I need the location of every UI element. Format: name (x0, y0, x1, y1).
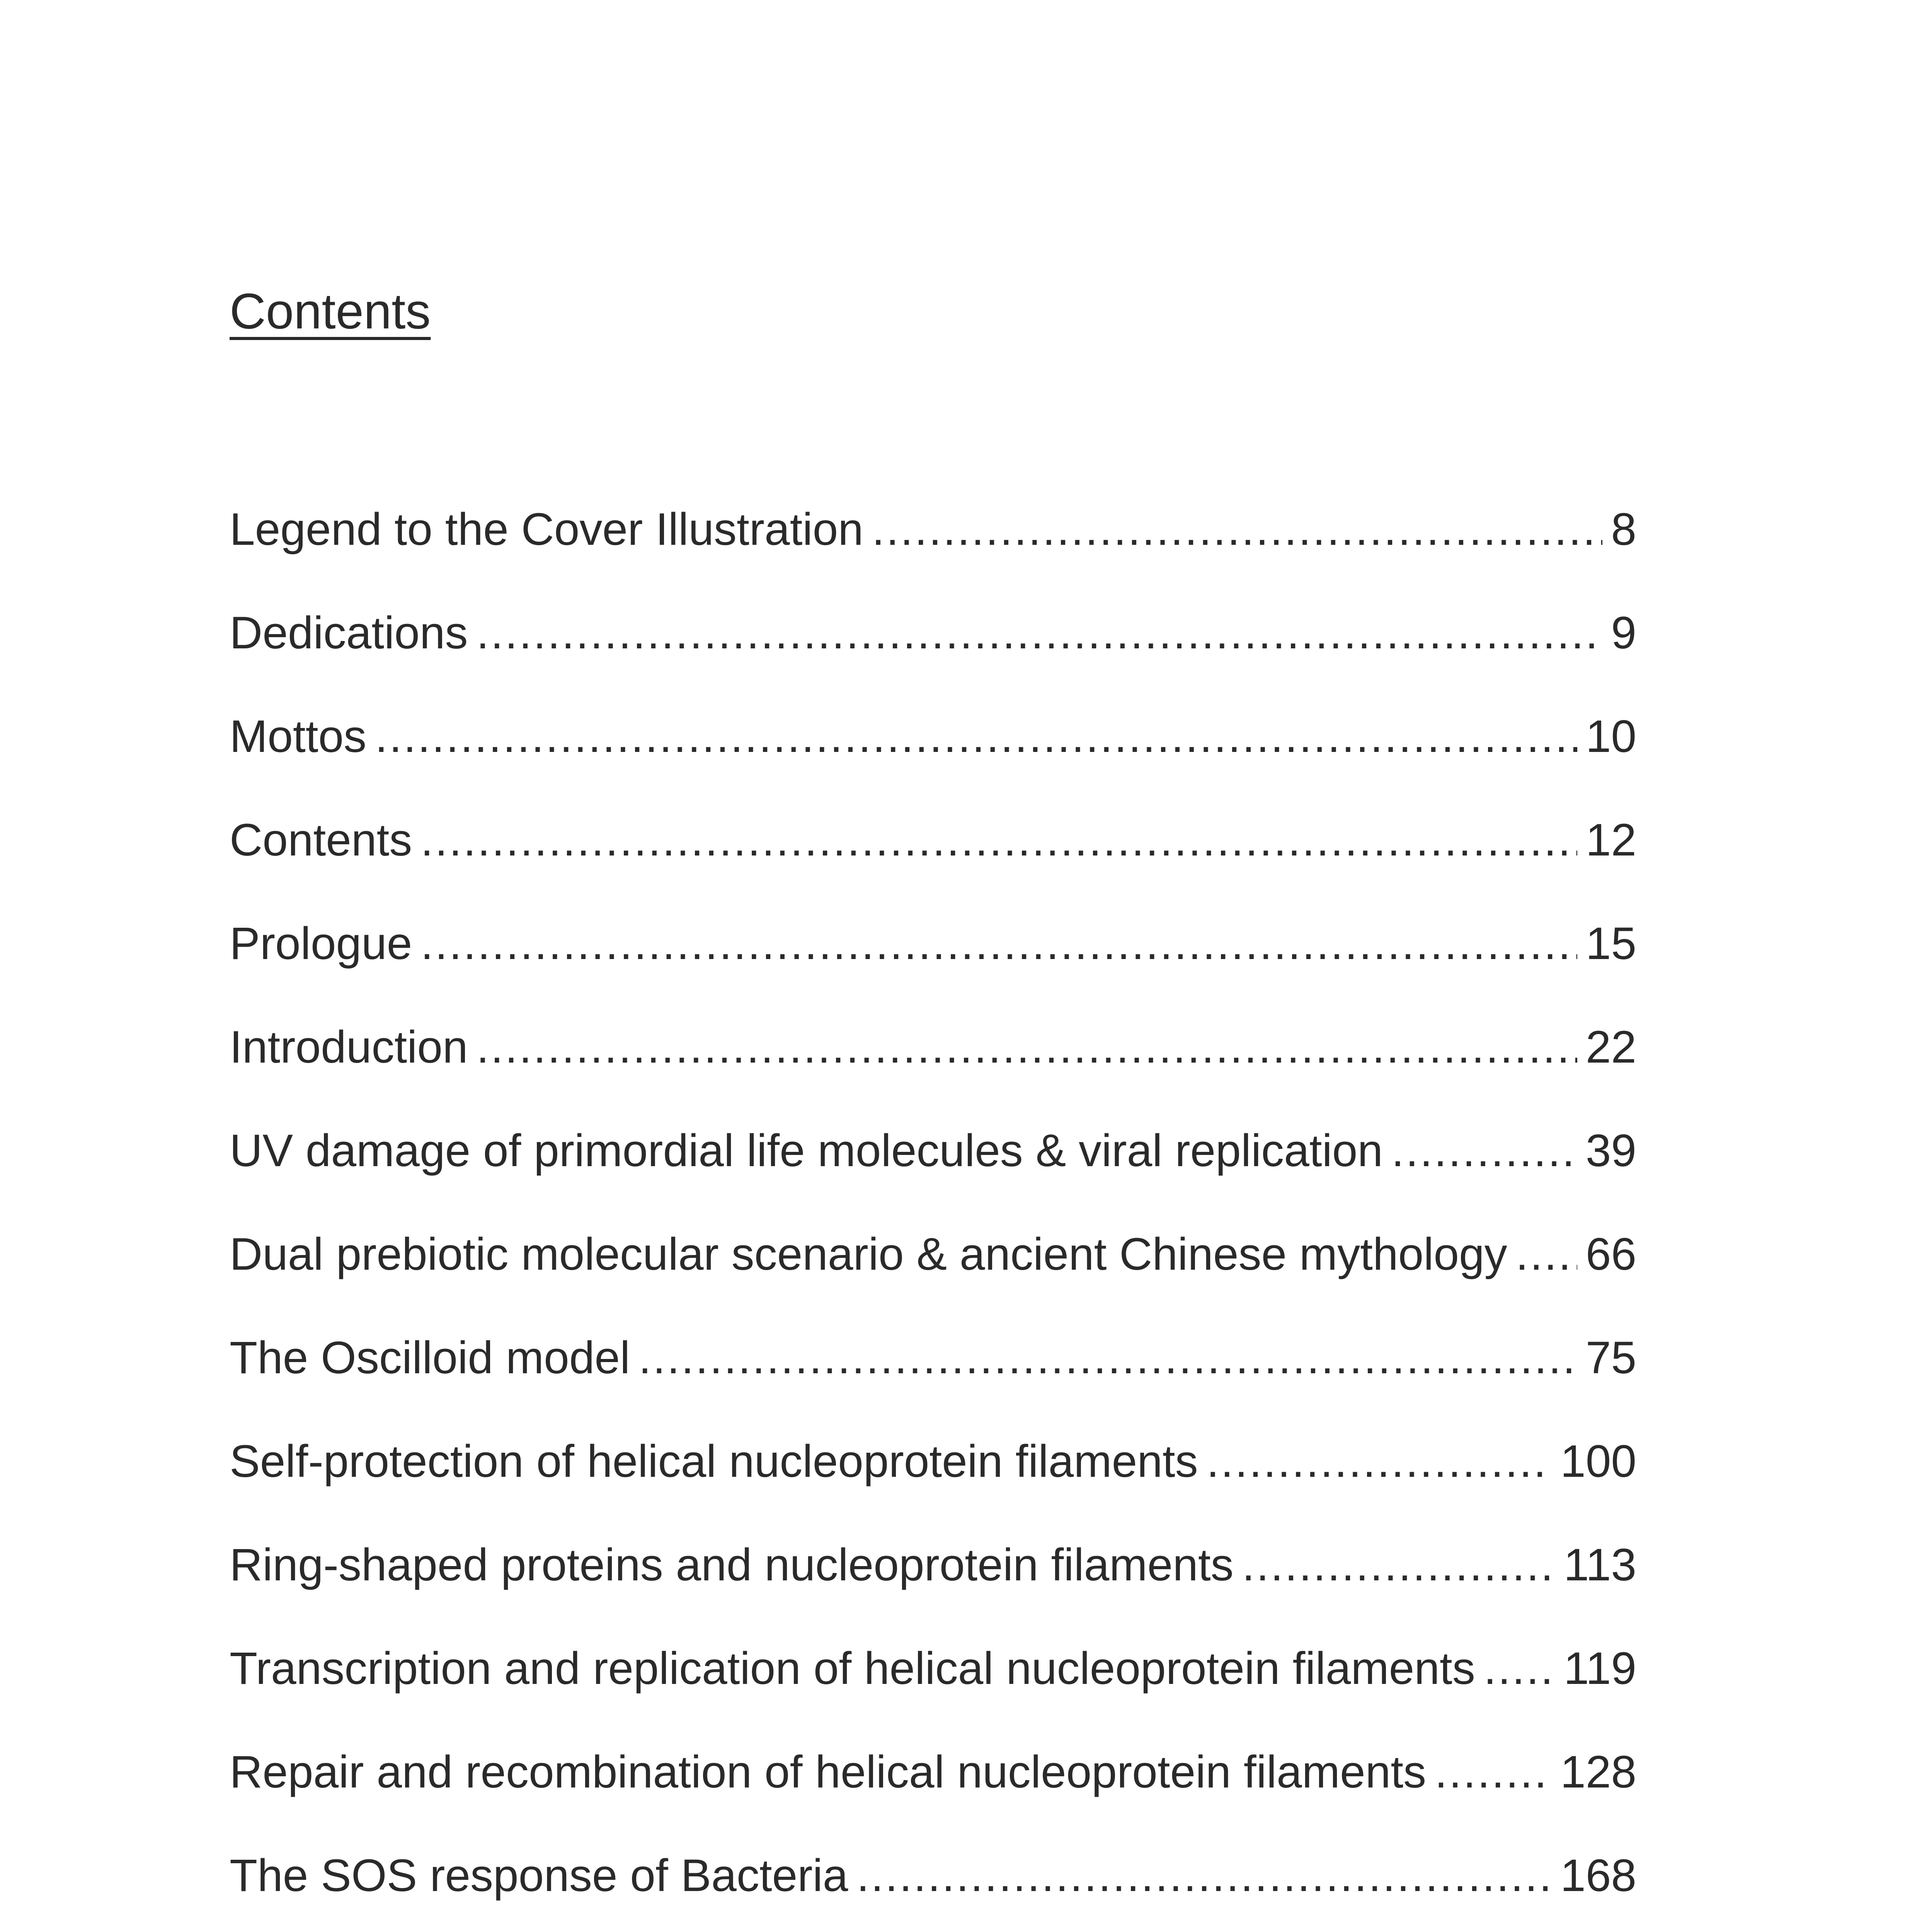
toc-entry (230, 1641, 1636, 1696)
dot-leader (1207, 1434, 1552, 1488)
toc-entry-page: 8 (1611, 504, 1636, 555)
dot-leader (1242, 1538, 1555, 1592)
dot-leader (856, 1849, 1552, 1903)
toc-entry (230, 606, 1636, 660)
toc-entry (230, 1849, 1636, 1903)
toc-entry (230, 709, 1636, 764)
toc-entry-page: 9 (1611, 607, 1636, 658)
toc-entry-title: Dual prebiotic molecular scenario & ancient Chinese mythology (230, 1229, 1507, 1280)
toc-entry-title: Repair and recombination of helical nucleoprotein filaments (230, 1747, 1427, 1798)
toc-entry-page: 10 (1585, 711, 1636, 762)
toc-entry (230, 1538, 1636, 1592)
toc-entry-page: 119 (1563, 1643, 1636, 1694)
toc-entry-title: Self-protection of helical nucleoprotein filaments (230, 1436, 1198, 1487)
toc-entry-title: The SOS response of Bacteria (230, 1850, 848, 1901)
toc-entry (230, 1020, 1636, 1074)
toc-entry-title: UV damage of primordial life molecules & viral replication (230, 1125, 1383, 1176)
toc-entry-page: 113 (1563, 1539, 1636, 1590)
toc-entry (230, 813, 1636, 867)
toc-entry-title: Contents (230, 815, 412, 866)
toc-entry-title: Introduction (230, 1022, 468, 1073)
dot-leader (1391, 1124, 1577, 1178)
toc-entry (230, 1331, 1636, 1385)
contents-heading: Contents (230, 283, 431, 339)
toc-entry-title: Prologue (230, 918, 412, 969)
toc-entry-page: 12 (1585, 815, 1636, 866)
toc-entry-page: 75 (1585, 1332, 1636, 1383)
toc-entry (230, 502, 1636, 556)
toc-entry-page: 22 (1585, 1022, 1636, 1073)
toc-entry-page: 128 (1560, 1747, 1636, 1798)
dot-leader (477, 606, 1603, 660)
toc-entry-page: 168 (1560, 1850, 1636, 1901)
toc-entry-title: Transcription and replication of helical nucleoprotein filaments (230, 1643, 1475, 1694)
toc-entry-title: Dedications (230, 607, 468, 658)
toc-entry-page: 15 (1585, 918, 1636, 969)
toc-entry-page: 39 (1585, 1125, 1636, 1176)
toc-entry-title: The Oscilloid model (230, 1332, 630, 1383)
dot-leader (1516, 1227, 1577, 1281)
dot-leader (477, 1020, 1577, 1074)
dot-leader (1484, 1641, 1555, 1696)
toc-entry-page: 66 (1585, 1229, 1636, 1280)
dot-leader (1435, 1745, 1552, 1799)
toc-entry (230, 1227, 1636, 1281)
toc-entry-page: 100 (1560, 1436, 1636, 1487)
dot-leader (872, 502, 1602, 556)
toc-entry (230, 1745, 1636, 1799)
toc-entry-title: Mottos (230, 711, 367, 762)
toc-entry-title: Legend to the Cover Illustration (230, 504, 863, 555)
toc-entry (230, 1124, 1636, 1178)
toc-entry (230, 1434, 1636, 1488)
toc-entry-title: Ring-shaped proteins and nucleoprotein filaments (230, 1539, 1234, 1590)
dot-leader (421, 917, 1577, 971)
toc-entry (230, 917, 1636, 971)
dot-leader (638, 1331, 1577, 1385)
dot-leader (375, 709, 1577, 764)
dot-leader (421, 813, 1577, 867)
